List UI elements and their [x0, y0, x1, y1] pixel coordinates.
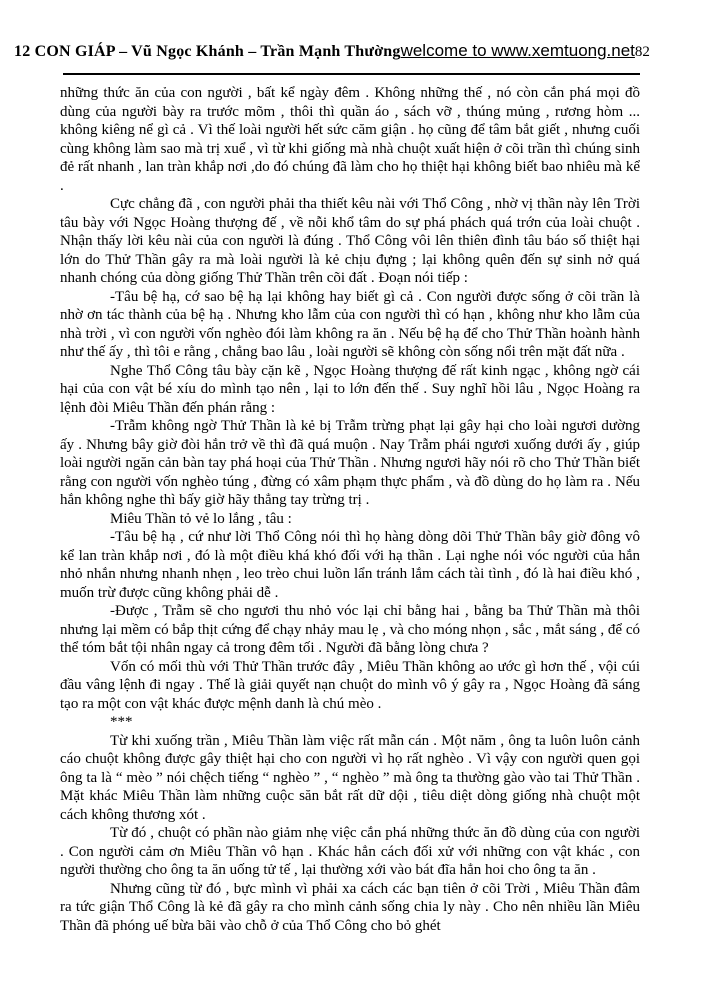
website-link[interactable]: welcome to www.xemtuong.net: [400, 41, 635, 60]
header-divider: [63, 73, 640, 75]
paragraph: Từ khi xuống trần , Miêu Thần làm việc rất mẫn cán . Một năm , ông ta luôn luôn cảnh cáo chuột không được gây thiệt hại cho con người vì họ rất nghèo . Vì vậy con người quen gọi ông ta là “ mèo ” nói chệch tiếng “ nghèo ” , “ nghèo ” mà ông ta thường gào vào tai Thử Thần . Mặt khác Miêu Thần làm những cuộc săn bắt rất dữ dội , tiêu diệt dòng giống nhà chuột một cách không thương xót .: [60, 732, 640, 823]
section-separator: ***: [110, 714, 133, 730]
paragraph: -Trẫm không ngờ Thử Thần là kẻ bị Trẫm trừng phạt lại gây hại cho loài ngươi dường ấy . Nhưng bây giờ đòi hắn trở về thì đã quá muộn . Nay Trẫm phái ngươi xuống dưới ấy , giúp loài người ngăn cản bàn tay phá hoại của Thử Thần . Nhưng ngươi hãy nói rõ cho Thử Thần biết rằng con người vốn nghèo túng , đừng có xâm phạm thực phẩm , và đồ dùng do họ làm ra . Nếu hắn không nghe thì bấy giờ hãy thẳng tay trừng trị .: [60, 418, 640, 508]
page-header: [14, 41, 650, 61]
paragraph: Vốn có mối thù với Thử Thần trước đây , Miêu Thần không ao ước gì hơn thế , vội cúi đầu vâng lệnh đi ngay . Thế là giải quyết nạn chuột do mình vô ý gây ra , Ngọc Hoàng đã sáng tạo ra một con vật khác được mệnh danh là chú mèo .: [60, 658, 640, 712]
paragraph: -Tâu bệ hạ , cứ như lời Thổ Công nói thì họ hàng dòng dõi Thử Thần bây giờ đông vô kể lan tràn khắp nơi , đó là một điều khá khó đối với hạ thần . Lại nghe nói vóc người của hắn nhỏ nhắn nhưng nhanh nhẹn , leo trèo chui luồn lẩn tránh lắm cách tài tình , đó là hai điều khó , muốn trừ được cũng không phải dễ .: [60, 529, 640, 601]
paragraph: -Được , Trẫm sẽ cho ngươi thu nhỏ vóc lại chỉ bằng hai , bằng ba Thử Thần mà thôi nhưng lại mềm có bắp thịt cứng để chạy nhảy mau lẹ , và cho móng nhọn , sắc , mắt sáng , để có thể tóm bắt tội nhân ngay cả trong đêm tối . Người đã bằng lòng chưa ?: [60, 603, 640, 656]
book-title: 12 CON GIÁP – Vũ Ngọc Khánh – Trần Mạnh Thường: [14, 43, 401, 60]
paragraph: Cực chẳng đã , con người phải tha thiết kêu nài với Thổ Công , nhờ vị thần này lên Trời tâu bày với Ngọc Hoàng thượng đế , về nỗi khổ tâm do sự phá phách quá trớn của loài chuột . Nhận thấy lời kêu nài của con người là đúng . Thổ Công vôi lên thiên đình tâu báo số thiệt hại lớn do Thử Thần gây ra mà loài người là kẻ chịu đựng ; lại không quên đến sự sinh nở quá nhanh chóng của dòng giống Thử Thần trên cõi đất . Đoạn nói tiếp :: [60, 196, 640, 286]
paragraph: -Tâu bệ hạ, cớ sao bệ hạ lại không hay biết gì cả . Con người được sống ở cõi trần là nhờ ơn tác thành của bệ hạ . Nhưng kho lẫm của con người thì có hạn , không như kho lẫm của nhà trời , vì con người vốn nghèo đói làm không ra ăn . Nếu bệ hạ để cho Thử Thần hoành hành như thế ấy , thì tôi e rằng , chẳng bao lâu , loài người sẽ không còn sống nổi trên mặt đất nữa .: [60, 288, 640, 360]
paragraph: những thức ăn của con người , bất kể ngày đêm . Không những thế , nó còn cắn phá mọi đồ dùng của người bày ra trước mõm , thôi thì quần áo , sách vỡ , thúng mủng , rương hòm ... không kiêng nể gì cả . Vì thế loài người hết sức căm giận . họ cũng để tâm bắt giết , nhưng cuối cùng không làm sao mà trị xuể , vì từ khi giống mà nhà chuột xuất hiện ở cõi trần thì chúng sinh đẻ rất nhanh , lan tràn khắp nơi ,do đó chúng đã làm cho họ thiệt hại không biết bao nhiêu mà kể .: [60, 85, 640, 194]
paragraph: Nhưng cũng từ đó , bực mình vì phải xa cách các bạn tiên ở cõi Trời , Miêu Thần đâm ra tức giận Thổ Công là kẻ đã gây ra cho mình cảnh sống chia ly này . Cho nên nhiều lần Miêu Thần đã phóng uế bừa bãi vào chỗ ở của Thổ Công cho bỏ ghét: [60, 880, 640, 934]
paragraph: Từ đó , chuột có phần nào giảm nhẹ việc cắn phá những thức ăn đồ dùng của con người . Con người cảm ơn Miêu Thần vô hạn . Khác hẳn cách đối xử với những con vật khác , con người thường cho ông ta ăn uống tử tế , lại thường xới vào bát đĩa hẳn hoi cho ông ta ăn .: [60, 825, 640, 878]
paragraph: Nghe Thổ Công tâu bày cặn kẽ , Ngọc Hoàng thượng đế rất kinh ngạc , không ngờ cái hại của con vật bé xíu do mình tạo nên , lại to lớn đến thế . Suy nghĩ hồi lâu , Ngọc Hoàng ra lệnh đòi Miêu Thần đến phán rằng :: [60, 362, 640, 416]
page-content: [60, 84, 640, 935]
page-number: 82: [634, 44, 650, 60]
paragraph: Miêu Thần tỏ vẻ lo lắng , tâu :: [110, 510, 292, 527]
